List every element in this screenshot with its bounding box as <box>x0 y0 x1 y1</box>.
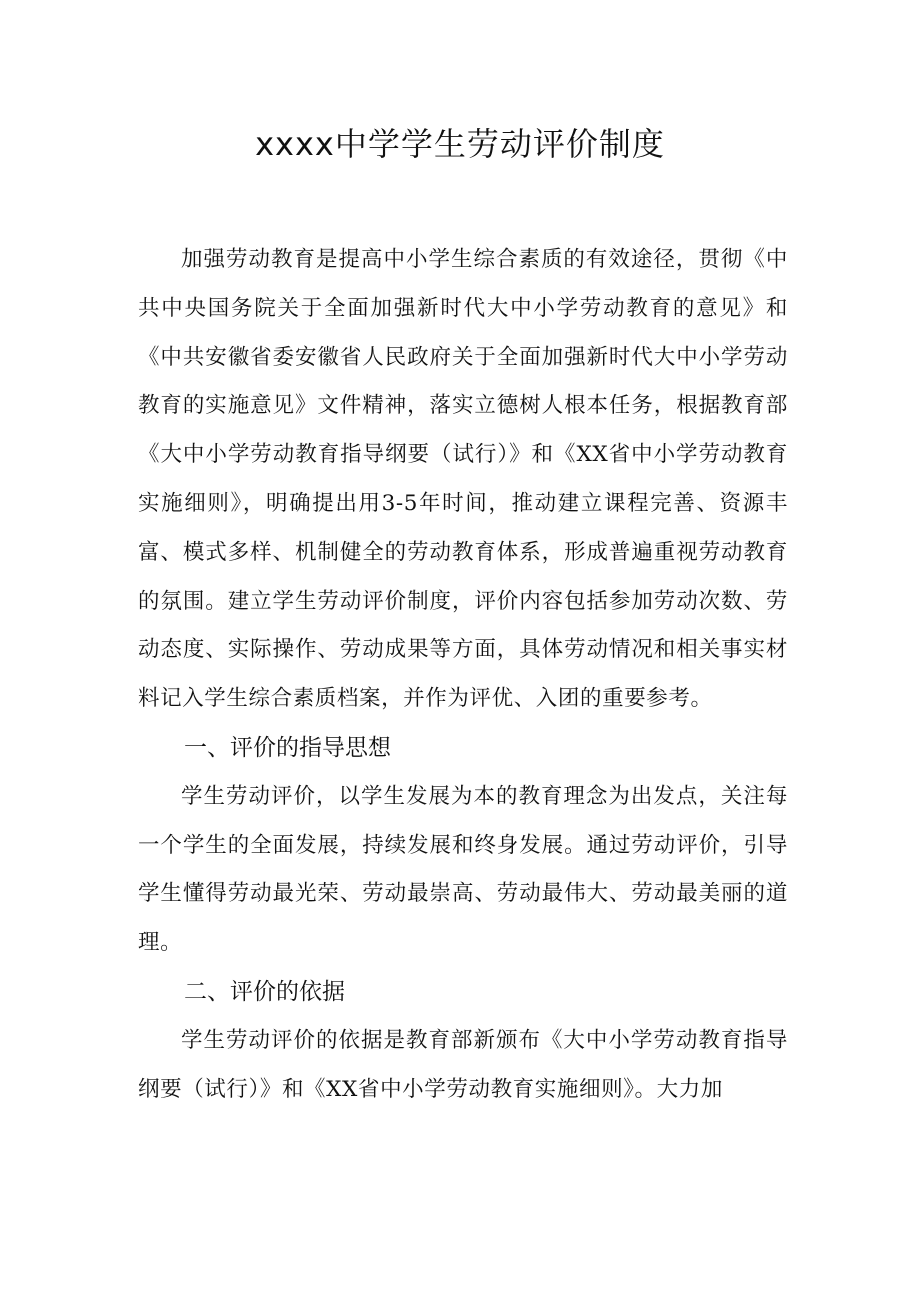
document-body <box>138 236 788 1114</box>
document-title: xxxx中学学生劳动评价制度 <box>255 125 665 163</box>
section-heading-evaluation-basis: 二、评价的依据 <box>184 978 345 1005</box>
section-paragraph-guiding-ideology: 学生劳动评价，以学生发展为本的教育理念为出发点，关注每一个学生的全面发展，持续发展和终身发展。通过劳动评价，引导学生懂得劳动最光荣、劳动最崇高、劳动最伟大、劳动最美丽的道理。 <box>138 783 788 956</box>
section-paragraph-evaluation-basis: 学生劳动评价的依据是教育部新颁布《大中小学劳动教育指导纲要（试行）》和《XX省中小学劳动教育实施细则》。大力加 <box>138 1027 788 1102</box>
intro-paragraph: 加强劳动教育是提高中小学生综合素质的有效途径，贯彻《中共中央国务院关于全面加强新时代大中小学劳动教育的意见》和《中共安徽省委安徽省人民政府关于全面加强新时代大中小学劳动教育的实施意见》文件精神，落实立德树人根本任务，根据教育部《大中小学劳动教育指导纲要（试行）》和《XX省中小学劳动教育实施细则》，明确提出用3-5年时间，推动建立课程完善、资源丰富、模式多样、机制健全的劳动教育体系，形成普遍重视劳动教育的氛围。建立学生劳动评价制度，评价内容包括参加劳动次数、劳动态度、实际操作、劳动成果等方面，具体劳动情况和相关事实材料记入学生综合素质档案，并作为评优、入团的重要参考。 <box>138 247 788 712</box>
section-heading-guiding-ideology: 一、评价的指导思想 <box>184 734 391 761</box>
